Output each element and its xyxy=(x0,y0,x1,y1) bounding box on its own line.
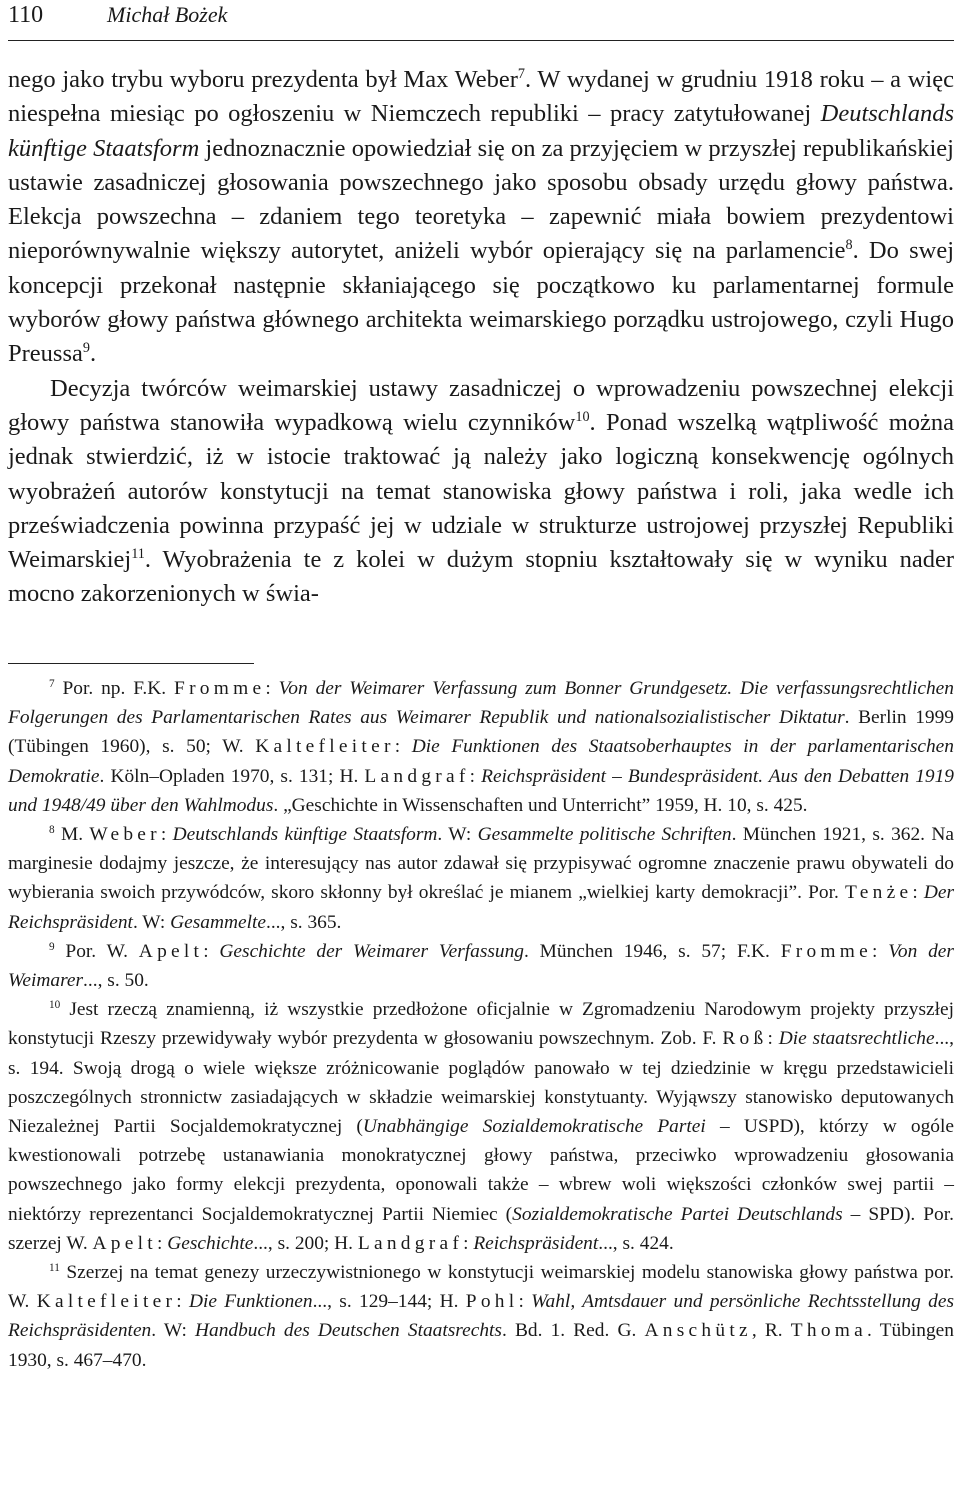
work-title: Gesammelte xyxy=(170,911,266,933)
author-name: Landgraf xyxy=(364,765,470,787)
text-run: . Bd. 1. Red. G. xyxy=(501,1320,645,1342)
text-run: nego jako trybu wyboru prezydenta był Max Weber xyxy=(8,66,518,93)
work-title: Reichspräsident – Bundespräsident. Aus den Debatten 1919 und 1948/49 über den Wahlmodus xyxy=(8,765,954,816)
text-run: – SPD). Por. szerzej W. xyxy=(8,1203,954,1254)
text-run: . München 1946, s. 57; F.K. xyxy=(524,940,781,962)
work-title: Die staatsrechtliche xyxy=(778,1028,935,1050)
text-run: Szerzej na temat genezy urzeczywistnionego w konstytucji weimarskiej modelu stanowiska głowy państwa por. W. xyxy=(8,1262,954,1313)
body-paragraph-1 xyxy=(8,63,954,372)
work-title: Der Reichspräsident xyxy=(8,882,954,933)
author-name: Roß xyxy=(722,1028,768,1050)
text-run: ..., s. 424. xyxy=(598,1232,674,1254)
text-run: ..., s. 129–144; H. xyxy=(312,1291,466,1313)
footnote-ref-8[interactable]: 8 xyxy=(845,237,853,254)
text-run: : xyxy=(156,1232,168,1254)
footnote-9 xyxy=(8,937,954,995)
footnote-8 xyxy=(8,820,954,937)
text-run: . W wydanej w grudniu 1918 roku – a więc niespełna miesiąc po ogłoszeniu w Niemczech republiki – pracy zatytułowanej xyxy=(8,66,954,128)
text-run: : xyxy=(394,736,412,758)
footnote-11 xyxy=(8,1258,954,1375)
author-name: Anschütz xyxy=(644,1320,752,1342)
text-run: Por. np. F.K. xyxy=(54,678,175,699)
text-run: : xyxy=(176,1291,189,1313)
work-title: Geschichte der Weimarer Verfassung xyxy=(219,940,524,962)
work-title: Deutschlands künftige Staatsform xyxy=(8,100,954,162)
footnote-number: 11 xyxy=(49,1262,60,1275)
text-run: ..., s. 50. xyxy=(83,970,149,992)
text-run: ..., s. 200; H. xyxy=(253,1232,358,1254)
text-run: – USPD), którzy w ogóle kwestionowali potrzebę ustanawiania monokratycznej głowy państwa, przeciwko wprowadzeniu głosowania powszechnego jako formy elekcji prezydenta, oponowali także – wbrew woli większości członków swej partii – niektórzy reprezentanci Socjaldemokratycznej Partii Niemiec ( xyxy=(8,1116,954,1225)
text-run: : xyxy=(469,765,482,787)
text-run: . Köln–Opladen 1970, s. 131; H. xyxy=(99,765,365,787)
text-run: . xyxy=(89,340,97,368)
footnotes xyxy=(8,674,954,1375)
running-head-author: Michał Bożek xyxy=(107,2,228,27)
author-name: Apelt xyxy=(138,940,204,962)
text-run: : xyxy=(463,1232,474,1254)
text-run: : xyxy=(767,1028,779,1050)
text-run: jednoznacznie opowiedział się on za przyjęciem w przyszłej republikańskiej ustawie zasadniczej głosowania powszechnego jako sposobu obsady urzędu głowy państwa. Elekcja powszechna – zdaniem tego teoretyka – zapewnić miała bowiem prezydentowi nieporównywalnie większy autorytet, aniżeli wybór opierający się na parlamencie xyxy=(8,134,954,265)
footnote-ref-7[interactable]: 7 xyxy=(517,66,526,83)
footnote-number: 7 xyxy=(49,678,55,691)
work-title: Von der Weimarer Verfassung zum Bonner Grundgesetz. Die verfassungsrechtlichen Folgerungen des Parlamentarischen Rates aus Weimarer Republik und nationalsozialistischer Diktatur xyxy=(8,678,954,729)
footnote-number: 10 xyxy=(49,999,61,1012)
work-title: Gesammelte politische Schriften xyxy=(477,824,732,846)
text-run: : xyxy=(160,824,173,846)
work-title: Die Funktionen xyxy=(188,1291,313,1313)
text-run: , R. xyxy=(751,1320,791,1342)
text-run: . W: xyxy=(437,824,478,846)
text-run: . Wyobrażenia te z kolei w dużym stopniu kształtowały się w wyniku nader mocno zakorzenionych w świa- xyxy=(8,546,954,608)
author-name: Pohl xyxy=(465,1291,519,1313)
text-run: : xyxy=(265,678,279,699)
text-run: . Ponad wszelką wątpliwość można jednak stwierdzić, iż w istocie traktować ją należy jako logiczną konsekwencję ogólnych wyobrażeń autorów konstytucji na temat stanowiska głowy państwa i roli, jaka wedle ich przeświadczenia powinna przypaść jej w udziale w strukturze ustrojowej przyszłej Republiki Weimarskiej xyxy=(8,408,954,574)
work-title: Wahl, Amtsdauer und persönliche Rechtsstellung des Reichspräsidenten xyxy=(8,1291,954,1342)
text-run: ..., s. 365. xyxy=(265,911,342,933)
work-title: Von der Weimarer xyxy=(8,940,954,992)
work-title: Geschichte xyxy=(167,1232,254,1254)
text-run: . Tübingen 1930, s. 467–470. xyxy=(8,1320,954,1371)
footnote-ref-11[interactable]: 11 xyxy=(131,546,145,563)
text-run: : xyxy=(203,940,220,962)
footnote-number: 8 xyxy=(49,824,55,837)
author-name: Tenże xyxy=(844,882,913,904)
text-run: M. xyxy=(54,824,90,846)
text-run: Por. W. xyxy=(54,940,139,962)
text-run: . Do swej koncepcji przekonał następnie skłaniającego się początkowo ku parlamentarnej formule wyborów głowy państwa głównego architekta weimarskiego porządku ustrojowego, czyli Hugo Preussa xyxy=(8,237,954,368)
text-run: ..., s. 194. Swoją drogą o wiele większe zróżnicowanie poglądów panowało w tej dziedzinie w kręgu przedstawicieli poszczególnych stronnictw zasiadających w składzie weimarskiej konstytuanty. Wyjąwszy stanowisko deputowanych Niezależnej Partii Socjaldemokratycznej ( xyxy=(8,1028,954,1138)
author-name: Kaltefleiter xyxy=(36,1291,177,1313)
work-title: Deutschlands künftige Staatsform xyxy=(172,824,438,846)
running-header xyxy=(8,0,954,41)
text-run: . W: xyxy=(132,911,171,933)
text-run: : xyxy=(872,940,889,962)
author-name: Weber xyxy=(89,824,161,846)
footnote-ref-9[interactable]: 9 xyxy=(82,340,90,357)
text-run: . W: xyxy=(151,1320,195,1342)
body-paragraph-2 xyxy=(8,372,954,612)
work-title: Reichspräsident xyxy=(473,1232,599,1254)
text-run: . München 1921, s. 362. Na marginesie dodajmy jeszcze, że interesujący nas autor zdawał się przypisywać ogromne znaczenie prawu obywateli do wybierania swoich przywódców, skoro skłonny był określać je mianem „wielkiej karty demokracji”. Por. xyxy=(8,824,954,904)
work-title: Handbuch des Deutschen Staatsrechts xyxy=(195,1320,502,1342)
page-number: 110 xyxy=(8,2,44,28)
text-run: Jest rzeczą znamienną, iż wszystkie przedłożone oficjalnie w Zgromadzeniu Narodowym projekty przyszłej konstytucji Rzeszy przewidywały wybór prezydenta w głosowaniu powszechnym. Zob. F. xyxy=(8,999,954,1050)
text-run: : xyxy=(518,1291,532,1313)
author-name: Kaltefleiter xyxy=(255,736,395,758)
text-run: Decyzja twórców weimarskiej ustawy zasadniczej o wprowadzeniu powszechnej elekcji głowy państwa stanowiła wypadkową wielu czynników xyxy=(8,374,954,436)
footnote-10 xyxy=(8,995,954,1258)
party-name: Unabhängige Sozialdemokratische Partei xyxy=(362,1116,706,1138)
author-name: Thoma xyxy=(790,1320,868,1342)
footnote-ref-10[interactable]: 10 xyxy=(575,409,590,426)
party-name: Sozialdemokratische Partei Deutschlands xyxy=(512,1203,843,1225)
author-name: Fromme xyxy=(780,940,873,962)
text-run: : xyxy=(912,882,924,904)
work-title: Die Funktionen des Staatsoberhauptes in der parlamentarischen Demokratie xyxy=(8,736,954,787)
author-name: Fromme xyxy=(174,678,266,699)
footnote-separator xyxy=(8,663,254,664)
author-name: Landgraf xyxy=(357,1232,464,1254)
text-run: . Berlin 1999 (Tübingen 1960), s. 50; W. xyxy=(8,707,955,758)
text-run: . „Geschichte in Wissenschaften und Unterricht” 1959, H. 10, s. 425. xyxy=(273,794,808,816)
author-name: Apelt xyxy=(92,1232,157,1254)
footnote-7 xyxy=(8,674,954,820)
main-text xyxy=(8,63,954,612)
footnote-number: 9 xyxy=(49,940,55,953)
